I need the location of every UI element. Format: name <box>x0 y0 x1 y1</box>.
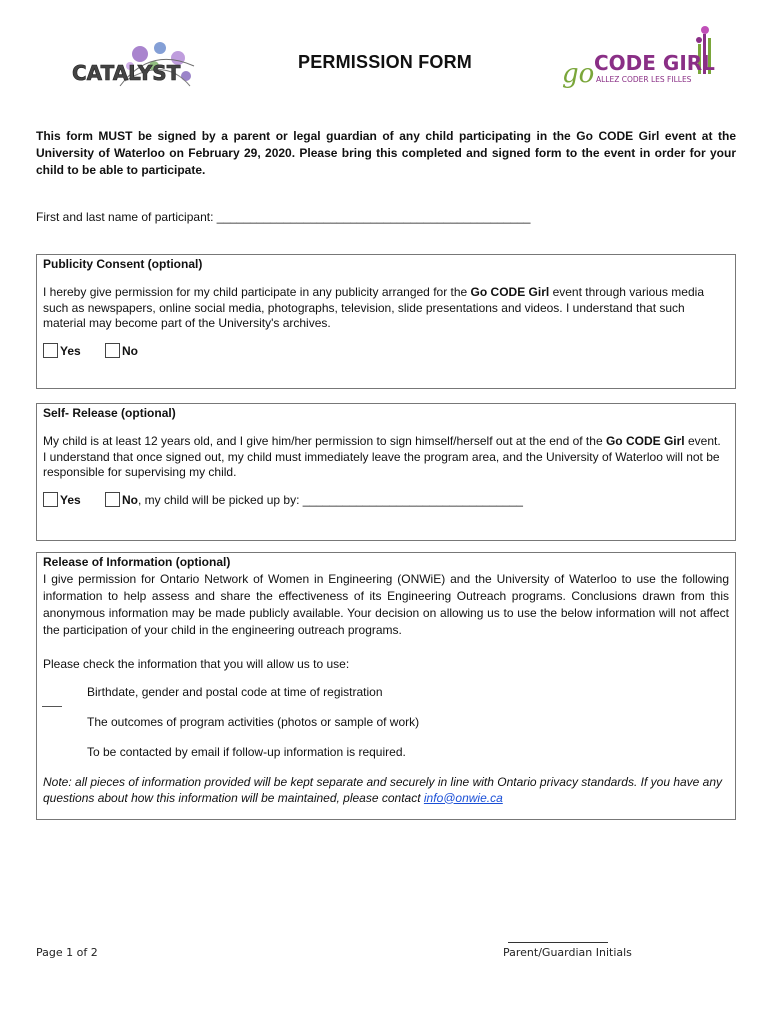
publicity-no-option[interactable] <box>105 343 138 358</box>
publicity-text: I hereby give permission for my child participate in any publicity arranged for the Go CODE Girl event through various media such as newspapers, online social media, photographs, television, slide presentations and videos. I understand that such material may become part of the University's archives. <box>43 285 704 330</box>
intro-text: This form MUST be signed by a parent or legal guardian of any child participating in the Go CODE Girl event at the University of Waterloo on February 29, 2020. Please bring this completed and signed form to the event in order for your child to be able to participate. <box>36 129 736 177</box>
self-release-no-option[interactable] <box>105 492 523 507</box>
self-release-yes-option[interactable] <box>43 492 81 507</box>
logo-go-text: go <box>562 59 595 89</box>
contact-email-link[interactable]: info@onwie.ca <box>423 790 503 805</box>
release-option-1[interactable]: Birthdate, gender and postal code at time of registration <box>87 685 383 699</box>
catalyst-logo-text: CATALYST <box>72 61 181 85</box>
release-info-prompt: Please check the information that you will allow us to use: <box>43 657 350 671</box>
participant-name-label: First and last name of participant: <box>36 210 214 224</box>
self-release-section <box>36 403 736 541</box>
self-release-title: Self- Release (optional) <box>43 406 176 420</box>
page-title: PERMISSION FORM <box>297 52 472 72</box>
option-check-blank[interactable] <box>42 706 62 707</box>
logo-tagline: ALLEZ CODER LES FILLES <box>596 75 692 84</box>
participant-name-field[interactable] <box>36 210 736 224</box>
publicity-yes-checkbox[interactable] <box>43 343 58 358</box>
self-release-yes-checkbox[interactable] <box>43 492 58 507</box>
page-number: Page 1 of 2 <box>36 946 98 959</box>
release-information-section <box>36 552 736 820</box>
participant-name-blank[interactable]: _______________________________________________ <box>216 210 531 224</box>
release-option-2[interactable]: The outcomes of program activities (photos or sample of work) <box>87 715 420 729</box>
release-info-text: I give permission for Ontario Network of Women in Engineering (ONWiE) and the University of Waterloo to use the following information to help assess and share the effectiveness of its Engineering Outreach programs. Conclusions drawn from this anonymous information may be made publicly available. Your decision on allowing us to use the below information will not affect the participation of your child in the engineering outreach programs. <box>43 572 729 637</box>
publicity-title: Publicity Consent (optional) <box>43 257 203 271</box>
initials-label: Parent/Guardian Initials <box>503 946 632 959</box>
publicity-no-label: No <box>122 343 138 358</box>
publicity-consent-section <box>36 254 736 389</box>
self-release-text: My child is at least 12 years old, and I give him/her permission to sign himself/herself out at the end of the Go CODE Girl event. I understand that once signed out, my child must immediately leave the program area, and the University of Waterloo will not be responsible for supervising my child. <box>43 434 721 479</box>
self-release-no-label: No <box>122 492 138 507</box>
initials-signature-line[interactable] <box>508 942 608 943</box>
release-info-title: Release of Information (optional) <box>43 555 231 569</box>
pickup-by-field[interactable]: , my child will be picked up by: _________________________________ <box>138 492 523 507</box>
release-option-3[interactable]: To be contacted by email if follow-up information is required. <box>87 745 406 759</box>
logo-code-girl-text: CODE GIRL <box>594 51 715 75</box>
privacy-note: Note: all pieces of information provided will be kept separate and securely in line with Ontario privacy standards. If you have any questions about how this information will be maintained, please contact info@onwie.ca <box>43 775 723 805</box>
publicity-yes-option[interactable] <box>43 343 81 358</box>
go-code-girl-logo <box>560 24 720 94</box>
publicity-no-checkbox[interactable] <box>105 343 120 358</box>
self-release-yes-label: Yes <box>60 492 81 507</box>
publicity-yes-label: Yes <box>60 343 81 358</box>
self-release-no-checkbox[interactable] <box>105 492 120 507</box>
